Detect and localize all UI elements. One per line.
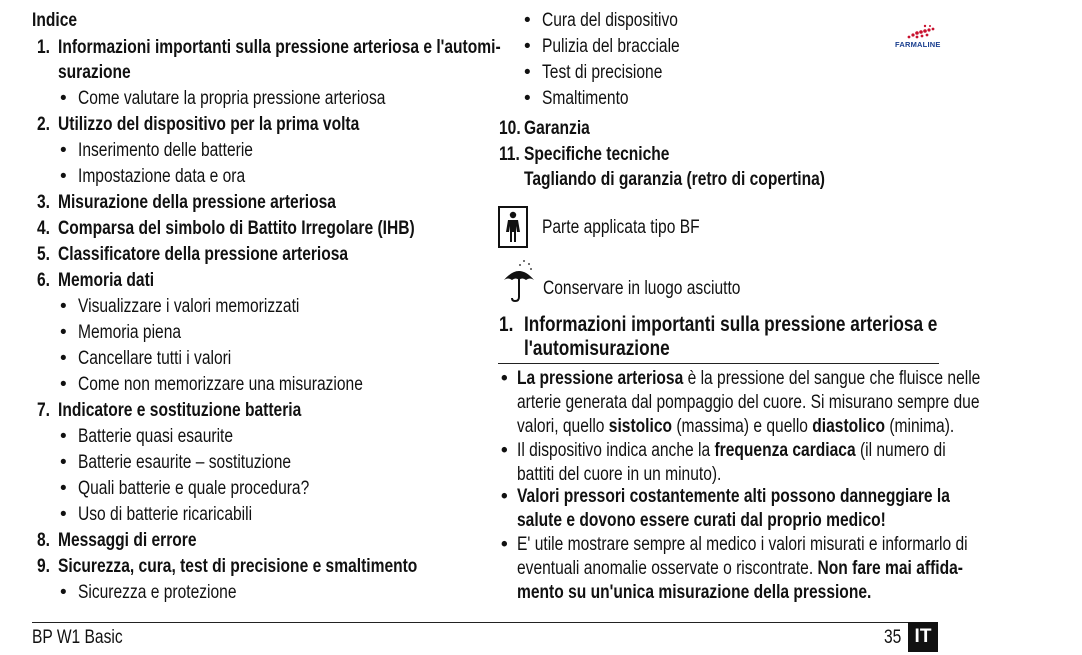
bullet-dot: •	[524, 88, 531, 109]
bullet-dot: •	[60, 582, 67, 603]
bullet-dot: •	[60, 296, 67, 317]
paragraph-line: salute e dovono essere curati dal proprio medico!	[517, 510, 886, 531]
section-divider	[498, 363, 939, 364]
index-item-7: Indicatore e sostituzione batteria	[58, 400, 302, 421]
farmaline-logo	[895, 24, 947, 50]
index-sub-item: Batterie esaurite – sostituzione	[78, 452, 292, 473]
page-number: 35	[884, 627, 902, 648]
index-sub-item: Memoria piena	[78, 322, 182, 343]
bullet-dot: •	[501, 486, 508, 507]
bullet-dot: •	[60, 504, 67, 525]
index-num-11: 11.	[499, 144, 520, 165]
paragraph-line: E' utile mostrare sempre al medico i valori misurati e informarlo di	[517, 534, 968, 555]
bullet-dot: •	[60, 166, 67, 187]
index-sub-item: Batterie quasi esaurite	[78, 426, 234, 447]
paragraph-line: valori, quello sistolico (massima) e quello diastolico (minima).	[517, 416, 955, 437]
symbol-label-bf: Parte applicata tipo BF	[542, 217, 700, 238]
bullet-dot: •	[501, 368, 508, 389]
paragraph-line: arterie generata dal pompaggio del cuore. Si misurano sempre due	[517, 392, 980, 413]
bullet-dot: •	[60, 452, 67, 473]
index-sub-item: Come valutare la propria pressione arteriosa	[78, 88, 386, 109]
index-num-1: 1.	[37, 37, 51, 58]
index-item-11: Specifiche tecniche	[524, 144, 670, 165]
index-item-6: Memoria dati	[58, 270, 155, 291]
index-item-8: Messaggi di errore	[58, 530, 197, 551]
section-1-title: Informazioni importanti sulla pressione arteriosa e	[524, 313, 938, 336]
index-sub-item: Test di precisione	[542, 62, 663, 83]
paragraph-line: Valori pressori costantemente alti possono danneggiare la	[517, 486, 950, 507]
paragraph-line: battiti del cuore in un minuto).	[517, 464, 722, 485]
index-num-10: 10.	[499, 118, 521, 139]
index-sub-item: Impostazione data e ora	[78, 166, 246, 187]
index-sub-item: Visualizzare i valori memorizzati	[78, 296, 300, 317]
index-num-6: 6.	[37, 270, 51, 291]
index-sub-item: Come non memorizzare una misurazione	[78, 374, 363, 395]
logo-text: FARMALINE	[895, 40, 941, 49]
index-title: Indice	[32, 10, 78, 31]
index-num-4: 4.	[37, 218, 51, 239]
index-sub-item: Quali batterie e quale procedura?	[78, 478, 310, 499]
bullet-dot: •	[60, 426, 67, 447]
bullet-dot: •	[60, 478, 67, 499]
index-item-5: Classificatore della pressione arteriosa	[58, 244, 349, 265]
index-item-9: Sicurezza, cura, test di precisione e smaltimento	[58, 556, 418, 577]
bullet-dot: •	[524, 62, 531, 83]
bullet-dot: •	[60, 348, 67, 369]
logo-dots-icon	[895, 24, 945, 40]
index-item-4: Comparsa del simbolo di Battito Irregolare (IHB)	[58, 218, 415, 239]
index-num-9: 9.	[37, 556, 51, 577]
bullet-dot: •	[524, 10, 531, 31]
index-item-1: Informazioni importanti sulla pressione arteriosa e l'automi-	[58, 37, 501, 58]
bullet-dot: •	[524, 36, 531, 57]
index-item-1-cont: surazione	[58, 62, 131, 83]
index-sub-item: Pulizia del bracciale	[542, 36, 680, 57]
index-num-5: 5.	[37, 244, 51, 265]
index-num-8: 8.	[37, 530, 51, 551]
symbol-label-dry: Conservare in luogo asciutto	[543, 278, 741, 299]
index-item-2: Utilizzo del dispositivo per la prima volta	[58, 114, 360, 135]
bullet-dot: •	[501, 440, 508, 461]
footer-model: BP W1 Basic	[32, 627, 123, 648]
index-num-3: 3.	[37, 192, 51, 213]
index-num-2: 2.	[37, 114, 51, 135]
bullet-dot: •	[60, 140, 67, 161]
index-item-11-extra: Tagliando di garanzia (retro di copertina)	[524, 169, 825, 190]
index-item-10: Garanzia	[524, 118, 590, 139]
paragraph-line: Il dispositivo indica anche la frequenza cardiaca (il numero di	[517, 440, 946, 461]
bullet-dot: •	[60, 88, 67, 109]
paragraph-line: eventuali anomalie osservate o riscontrate. Non fare mai affida-	[517, 558, 963, 579]
section-1-num: 1.	[499, 313, 514, 336]
index-sub-item: Uso di batterie ricaricabili	[78, 504, 253, 525]
index-sub-item: Cura del dispositivo	[542, 10, 678, 31]
paragraph-line: mento su un'unica misurazione della pressione.	[517, 582, 872, 603]
index-sub-item: Inserimento delle batterie	[78, 140, 253, 161]
bullet-dot: •	[501, 534, 508, 555]
index-sub-item: Cancellare tutti i valori	[78, 348, 232, 369]
person-bf-icon	[498, 206, 528, 248]
bullet-dot: •	[60, 322, 67, 343]
index-item-3: Misurazione della pressione arteriosa	[58, 192, 336, 213]
section-1-title-cont: l'automisurazione	[524, 337, 670, 360]
paragraph-line: La pressione arteriosa è la pressione del sangue che fluisce nelle	[517, 368, 981, 389]
bullet-dot: •	[60, 374, 67, 395]
umbrella-icon	[502, 258, 536, 304]
index-sub-item: Sicurezza e protezione	[78, 582, 237, 603]
footer-divider	[32, 622, 908, 623]
index-num-7: 7.	[37, 400, 51, 421]
language-badge: IT	[908, 622, 938, 652]
index-sub-item: Smaltimento	[542, 88, 629, 109]
